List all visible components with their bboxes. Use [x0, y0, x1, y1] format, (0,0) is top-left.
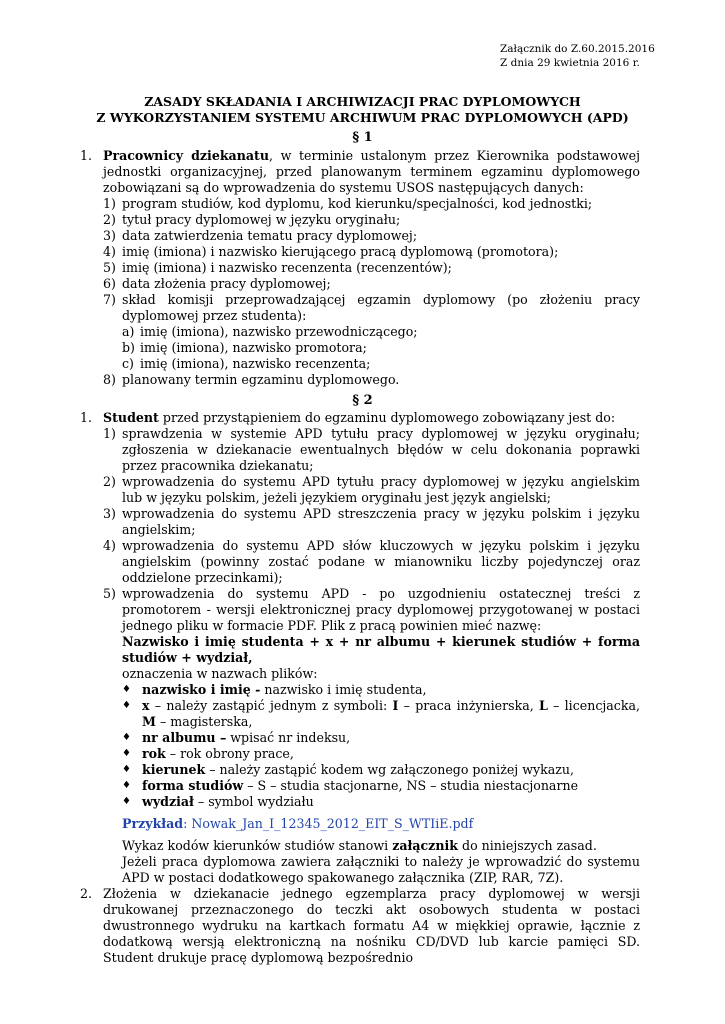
s2-item-text: sprawdzenia w systemie APD tytułu pracy dyplomowej w języku oryginału; zgłoszenia w dziekanacie ewentualnych błędów w celu dokonania poprawki przez pracownika dziekanatu;	[122, 426, 640, 473]
filename-pattern: Nazwisko i imię studenta + x + nr albumu + kierunek studiów + forma studiów + wydział,	[122, 634, 640, 665]
s2-paragraph-1	[80, 410, 640, 426]
diamond-bullet-icon: ♦	[122, 764, 131, 775]
marking-term: rok	[142, 746, 166, 761]
section-2-heading: § 2	[352, 393, 373, 408]
s2-item	[80, 474, 640, 506]
marking-term: forma studiów	[142, 778, 244, 793]
diamond-bullet-icon: ♦	[122, 796, 131, 807]
s1-subitem-letter: c)	[122, 356, 134, 371]
s2-p1-number: 1.	[80, 410, 93, 425]
s1-item-text: imię (imiona) i nazwisko kierującego pracą dyplomową (promotora);	[122, 244, 559, 259]
codes-text: Wykaz kodów kierunków studiów stanowi	[122, 838, 393, 853]
s1-paragraph-1	[80, 148, 640, 196]
s1-p1-text: , w terminie ustalonym przez Kierownika podstawowej jednostki organizacyjnej, przed planowanym terminem egzaminu dyplomowego zobowiązani są do wprowadzenia do systemu USOS następujących danych:	[103, 148, 640, 195]
s1-item-number: 7)	[103, 292, 116, 307]
s2-item-5	[80, 586, 640, 634]
s1-subitem-text: imię (imiona), nazwisko recenzenta;	[140, 356, 371, 371]
marking-bullet	[80, 746, 640, 762]
s1-item-number: 4)	[103, 244, 116, 259]
s2-p2-number: 2.	[80, 886, 93, 901]
marking-term: nr albumu –	[142, 730, 227, 745]
diamond-bullet-icon: ♦	[122, 684, 131, 695]
s1-subitem-letter: a)	[122, 324, 135, 339]
annex-reference	[500, 42, 655, 70]
s2-item-number: 4)	[103, 538, 116, 553]
s1-item	[80, 260, 640, 276]
marking-desc: – rok obrony prace,	[165, 746, 294, 761]
s2-p2-text: Złożenia w dziekanacie jednego egzemplarza pracy dyplomowej w wersji drukowanej przeznaczonego do teczki akt osobowych studenta w postaci dwustronnego wydruku na kartkach formatu A4 w miękkiej oprawie, łącznie z dodatkową wersją elektroniczną na nośniku CD/DVD lub karcie pamięci SD. Student drukuje pracę dyplomową bezpośrednio	[103, 886, 640, 965]
s1-item-text: imię (imiona) i nazwisko recenzenta (recenzentów);	[122, 260, 452, 275]
marking-term: x	[142, 698, 150, 713]
example-filename: : Nowak_Jan_I_12345_2012_EIT_S_WTIiE.pdf	[183, 816, 474, 831]
s1-subitem-text: imię (imiona), nazwisko przewodniczącego;	[140, 324, 418, 339]
marking-symbol-l: L	[538, 698, 548, 713]
s1-item	[80, 196, 640, 212]
codes-text: do niniejszych zasad.	[458, 838, 597, 853]
marking-bullet	[80, 698, 640, 730]
codes-attachment-word: załącznik	[392, 838, 458, 853]
marking-term: kierunek	[142, 762, 206, 777]
s1-p1-number: 1.	[80, 148, 93, 163]
markings-intro: oznaczenia w nazwach plików:	[122, 666, 318, 681]
s1-item-number: 2)	[103, 212, 116, 227]
attachments-note: Jeżeli praca dyplomowa zawiera załączniki to należy je wprowadzić do systemu APD w postaci dodatkowego spakowanego załącznika (ZIP, RAR, 7Z).	[122, 854, 640, 885]
diamond-bullet-icon: ♦	[122, 700, 131, 711]
s1-item	[80, 292, 640, 324]
s1-item-text: data zatwierdzenia tematu pracy dyplomowej;	[122, 228, 418, 243]
title-line-2: Z WYKORZYSTANIEM SYSTEMU ARCHIWUM PRAC DYPLOMOWYCH (APD)	[96, 110, 629, 125]
annex-line-2: Z dnia 29 kwietnia 2016 r.	[500, 57, 640, 69]
s2-item-number: 2)	[103, 474, 116, 489]
s1-item-number: 5)	[103, 260, 116, 275]
s1-item-text: planowany termin egzaminu dyplomowego.	[122, 372, 400, 387]
marking-symbol-i: I	[392, 698, 399, 713]
s1-subitem	[80, 340, 640, 356]
marking-bullet	[80, 682, 640, 698]
marking-desc: nazwisko i imię studenta,	[260, 682, 427, 697]
marking-desc: – S – studia stacjonarne, NS – studia niestacjonarne	[243, 778, 579, 793]
s2-item-text: wprowadzenia do systemu APD tytułu pracy dyplomowej w języku angielskim lub w języku polskim, jeżeli językiem oryginału jest język angielski;	[122, 474, 640, 505]
marking-desc: wpisać nr indeksu,	[226, 730, 351, 745]
s2-item-number: 3)	[103, 506, 116, 521]
s2-item-number: 5)	[103, 586, 116, 601]
marking-desc: – praca inżynierska,	[398, 698, 539, 713]
codes-note	[122, 838, 640, 854]
marking-desc: – należy zastąpić kodem wg załączonego poniżej wykazu,	[205, 762, 574, 777]
s2-p1-text: przed przystąpieniem do egzaminu dyplomowego zobowiązany jest do:	[158, 410, 616, 425]
diamond-bullet-icon: ♦	[122, 780, 131, 791]
marking-term: nazwisko i imię -	[142, 682, 261, 697]
s1-subitem-text: imię (imiona), nazwisko promotora;	[140, 340, 367, 355]
s1-item-text: skład komisji przeprowadzającej egzamin dyplomowy (po złożeniu pracy dyplomowej przez studenta):	[122, 292, 640, 323]
s2-item	[80, 506, 640, 538]
s1-item	[80, 212, 640, 228]
s1-item	[80, 244, 640, 260]
s1-item	[80, 372, 640, 388]
section-1-heading: § 1	[352, 130, 373, 145]
s1-item	[80, 228, 640, 244]
s1-item-number: 8)	[103, 372, 116, 387]
s1-p1-subject: Pracownicy dziekanatu	[103, 148, 270, 163]
s2-item-number: 1)	[103, 426, 116, 441]
s1-subitem	[80, 356, 640, 372]
title-line-1: ZASADY SKŁADANIA I ARCHIWIZACJI PRAC DYPLOMOWYCH	[144, 94, 581, 109]
s2-paragraph-2	[80, 886, 640, 966]
document-title	[0, 94, 725, 126]
s1-subitem	[80, 324, 640, 340]
marking-bullet	[80, 794, 640, 810]
filename-example	[122, 816, 640, 832]
diamond-bullet-icon: ♦	[122, 732, 131, 743]
annex-line-1: Załącznik do Z.60.2015.2016	[500, 43, 655, 55]
marking-bullet	[80, 762, 640, 778]
section-1-body	[80, 148, 640, 388]
marking-bullet	[80, 730, 640, 746]
s1-subitem-letter: b)	[122, 340, 135, 355]
marking-desc: – magisterska,	[155, 714, 253, 729]
marking-term: wydział	[142, 794, 194, 809]
s2-p1-subject: Student	[103, 410, 159, 425]
section-2-body	[80, 410, 640, 966]
s2-item-text: wprowadzenia do systemu APD streszczenia pracy w języku polskim i języku angielskim;	[122, 506, 640, 537]
s1-item-number: 3)	[103, 228, 116, 243]
marking-desc: – należy zastąpić jednym z symboli:	[149, 698, 393, 713]
s1-item-number: 6)	[103, 276, 116, 291]
marking-bullet	[80, 778, 640, 794]
marking-symbol-m: M	[142, 714, 156, 729]
s1-item	[80, 276, 640, 292]
s1-item-text: data złożenia pracy dyplomowej;	[122, 276, 331, 291]
marking-desc: – symbol wydziału	[193, 794, 314, 809]
s2-item	[80, 426, 640, 474]
s1-item-text: tytuł pracy dyplomowej w języku oryginału;	[122, 212, 401, 227]
s2-item-text: wprowadzenia do systemu APD - po uzgodnieniu ostatecznej treści z promotorem - wersji elektronicznej pracy dyplomowej przygotowanej w postaci jednego pliku w formacie PDF. Plik z pracą powinien mieć nazwę:	[122, 586, 640, 633]
example-label: Przykład	[122, 816, 184, 831]
s1-item-number: 1)	[103, 196, 116, 211]
diamond-bullet-icon: ♦	[122, 748, 131, 759]
s2-item	[80, 538, 640, 586]
marking-desc: – licencjacka,	[547, 698, 640, 713]
s2-item-text: wprowadzenia do systemu APD słów kluczowych w języku polskim i języku angielskim (powinny zostać podane w mianowniku liczby pojedynczej oraz oddzielone przecinkami);	[122, 538, 640, 585]
s1-item-text: program studiów, kod dyplomu, kod kierunku/specjalności, kod jednostki;	[122, 196, 593, 211]
